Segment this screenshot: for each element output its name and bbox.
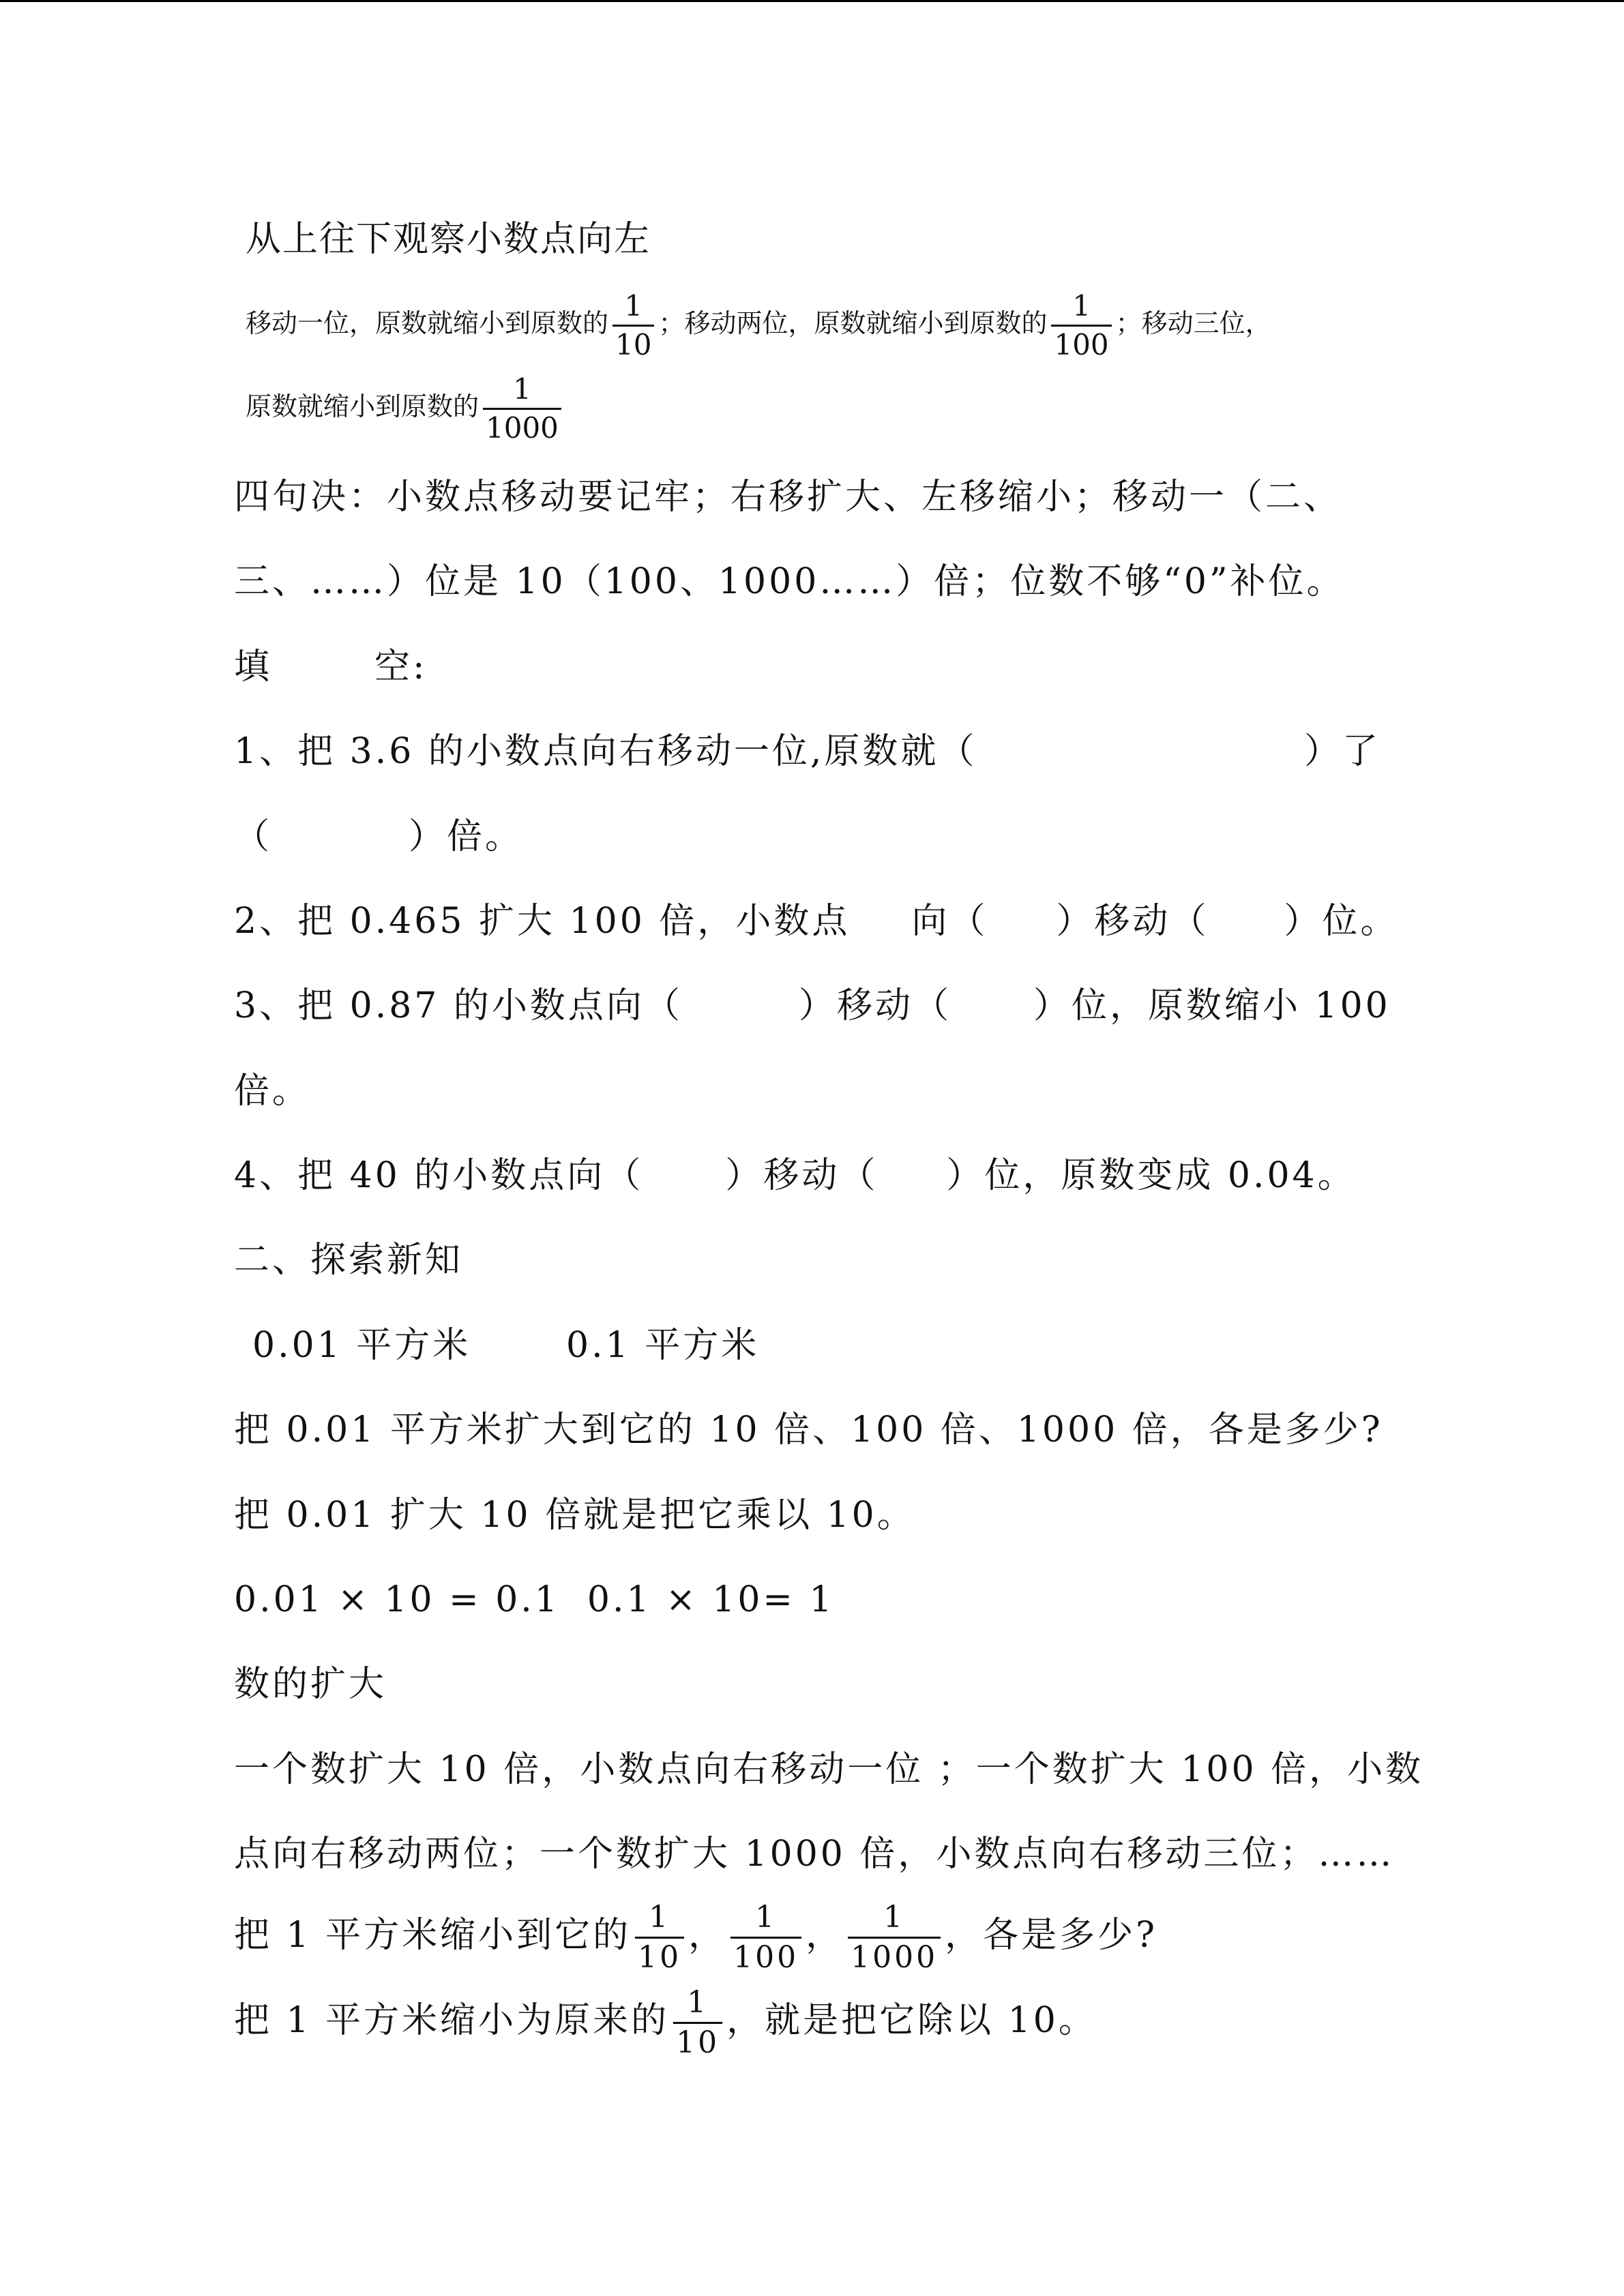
equation: 0.1 × 10= 1 — [587, 1579, 835, 1620]
shrink-explanation: 把 1 平方米缩小为原来的 $\frac{1}{10}$ ，就是把它除以 10。 — [234, 1985, 1097, 2060]
question-4: 4、把 40 的小数点向（ ）移动（ ）位，原数变成 0.04。 — [234, 1155, 1356, 1196]
fraction: $\frac{1}{10}$ — [612, 292, 654, 359]
equations — [234, 1579, 835, 1620]
shrink-question: 把 1 平方米缩小到它的 $\frac{1}{10}$ ， $\frac{1}{100}$ ， $\frac{1}{1000}$ ，各是多少? — [234, 1900, 1158, 1975]
mnemonic-line-2: 三、……）位是 10（100、1000……）倍；位数不够“0”补位。 — [234, 561, 1345, 602]
question-1-line-2: （ ）倍。 — [234, 816, 524, 857]
fraction: $\frac{1}{100}$ — [730, 1903, 801, 1973]
question-1-end: ）了 — [1304, 731, 1381, 772]
rule-line-1 — [246, 289, 1271, 361]
fraction: $\frac{1}{10}$ — [635, 1903, 684, 1973]
rule-line-2 — [246, 372, 565, 445]
rule-text: 移动一位，原数就缩小到原数的 — [246, 308, 609, 338]
expand-rule-1: 一个数扩大 10 倍，小数点向右移动一位 ；一个数扩大 100 倍，小数 — [234, 1749, 1424, 1790]
area-label-1: 0.01 平方米 — [252, 1325, 471, 1366]
fraction: $\frac{1}{100}$ — [1051, 292, 1111, 359]
rule-text: ；移动三位， — [1115, 308, 1271, 338]
rule-text: 原数就缩小到原数的 — [246, 391, 479, 421]
question-1: 1、把 3.6 的小数点向右移动一位,原数就（ — [234, 731, 977, 772]
question-3-line-2: 倍。 — [234, 1071, 311, 1112]
fraction: $\frac{1}{1000}$ — [848, 1903, 941, 1973]
fill-title: 填 空: — [234, 646, 428, 687]
expand-title: 数的扩大 — [234, 1664, 387, 1705]
rule-text: ；移动两位，原数就缩小到原数的 — [658, 308, 1048, 338]
area-label-2: 0.1 平方米 — [566, 1325, 760, 1366]
top-border — [0, 0, 1624, 2]
heading: 从上往下观察小数点向左 — [246, 219, 651, 260]
fraction: $\frac{1}{10}$ — [673, 1988, 722, 2058]
expand-explanation: 把 0.01 扩大 10 倍就是把它乘以 10。 — [234, 1495, 915, 1536]
fraction: $\frac{1}{1000}$ — [483, 375, 561, 443]
expand-rule-2: 点向右移动两位；一个数扩大 1000 倍，小数点向右移动三位；…… — [234, 1834, 1395, 1875]
expand-question: 把 0.01 平方米扩大到它的 10 倍、100 倍、1000 倍，各是多少? — [234, 1410, 1383, 1450]
question-3: 3、把 0.87 的小数点向（ ）移动（ ）位，原数缩小 100 — [234, 985, 1391, 1026]
mnemonic-line-1: 四句决：小数点移动要记牢；右移扩大、左移缩小；移动一（二、 — [234, 477, 1342, 518]
question-2: 2、把 0.465 扩大 100 倍，小数点 向（ ）移动（ ）位。 — [234, 901, 1399, 942]
section-2-title: 二、探索新知 — [234, 1240, 464, 1281]
equation: 0.01 × 10 = 0.1 — [234, 1579, 560, 1620]
